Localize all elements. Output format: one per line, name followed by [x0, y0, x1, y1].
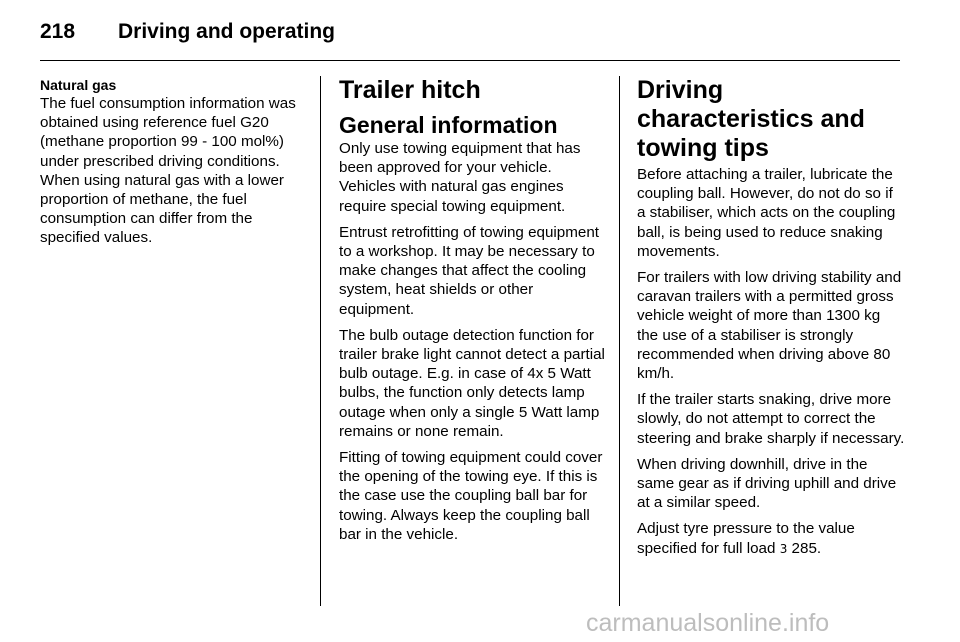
paragraph: If the trailer starts snaking, drive more slowly, do not attempt to correct the steering and brake sharply if necessary.: [637, 391, 905, 447]
reference-page-link[interactable]: 285.: [787, 539, 822, 557]
column-divider-1: [320, 76, 321, 606]
header-rule: [40, 60, 900, 61]
paragraph: When driving downhill, drive in the same gear as if driving uphill and drive at a similar speed.: [637, 455, 897, 512]
watermark: carmanualsonline.info: [586, 609, 830, 637]
column-1: [40, 76, 312, 255]
column-3: [637, 76, 905, 566]
paragraph: Before attaching a trailer, lubricate the coupling ball. However, do not do so if a stabiliser, which acts on the coupling ball, is being used to reduce snaking movements.: [637, 166, 896, 260]
column-divider-2: [619, 76, 620, 606]
paragraph: Fitting of towing equipment could cover the opening of the towing eye. If this is the case use the coupling ball bar for towing. Always keep the coupling ball bar in the vehicle.: [339, 449, 603, 543]
paragraph: The bulb outage detection function for trailer brake light cannot detect a partial bulb outage. E.g. in case of 4x 5 Watt bulbs, the function only detects lamp outage when only a single 5 Watt lamp remains or none remain.: [339, 326, 605, 440]
tyre-pressure-text: Adjust tyre pressure to the value specified for full load: [637, 520, 855, 557]
paragraph: For trailers with low driving stability and caravan trailers with a permitted gross vehicle weight of more than 1300 kg the use of a stabiliser is strongly recommended when driving above 80 km/h.: [637, 269, 902, 383]
natural-gas-subheading: Natural gas: [40, 77, 117, 93]
tyre-pressure-paragraph: [637, 519, 905, 558]
trailer-hitch-title: Trailer hitch: [339, 76, 481, 104]
paragraph: Entrust retrofitting of towing equipment to a workshop. It may be necessary to make changes that affect the cooling system, heat shields or other equipment.: [339, 223, 600, 318]
reference-arrow-icon[interactable]: 3: [779, 541, 788, 556]
paragraph: Only use towing equipment that has been approved for your vehicle. Vehicles with natural gas engines require special towing equipment.: [339, 140, 581, 215]
driving-characteristics-title: Driving characteristics and towing tips: [637, 76, 865, 162]
page-number: 218: [40, 20, 76, 43]
section-title: Driving and operating: [118, 20, 336, 43]
natural-gas-paragraph: The fuel consumption information was obtained using reference fuel G20 (methane proportion 99 - 100 mol%) under prescribed driving conditions. When using natural gas with a lower proportion of methane, the fuel consumption can differ from the specified values.: [40, 95, 296, 247]
column-2: [339, 76, 607, 551]
general-information-subtitle: General information: [339, 112, 558, 138]
